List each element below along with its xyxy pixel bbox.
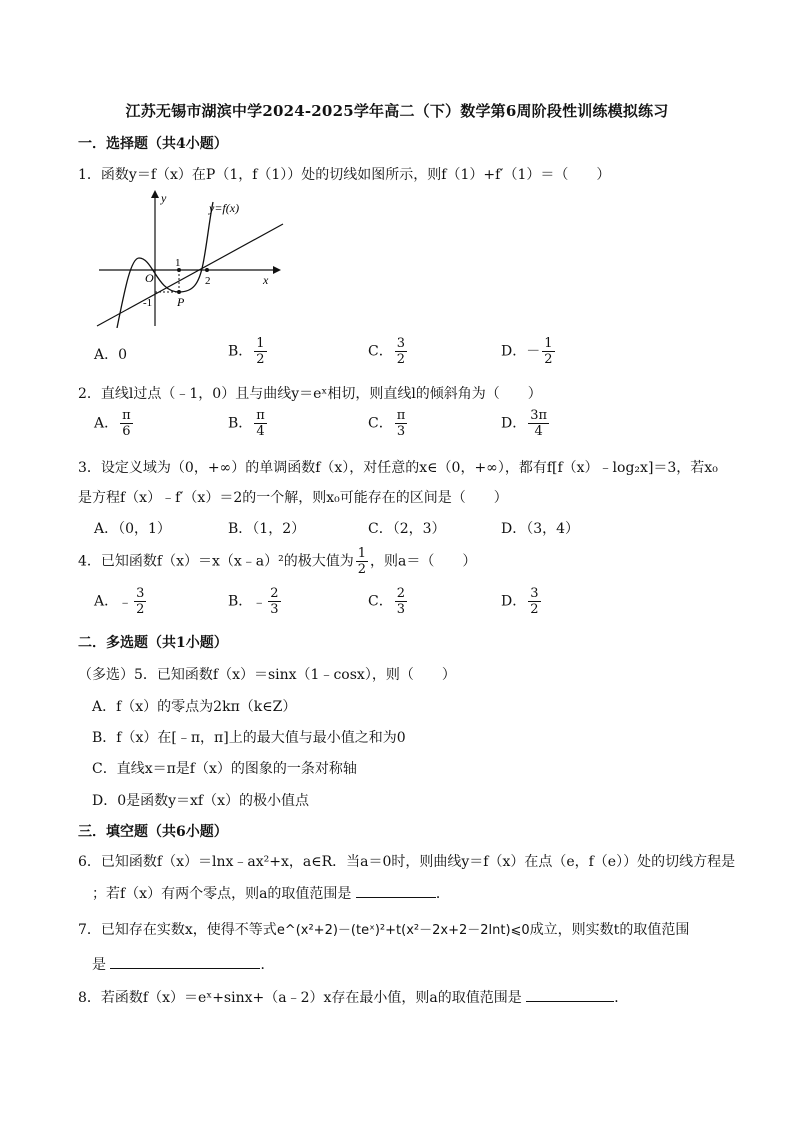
q2-option-d: D． $\frac{3\pi}{4}$ — [501, 408, 548, 439]
tick-label-1: 1 — [175, 257, 181, 269]
section-heading-multi: 二．多选题（共1小题） — [78, 635, 228, 651]
q2-option-a: A． $\frac{\pi}{6}$ — [94, 408, 131, 439]
point-P — [177, 290, 181, 294]
q2-option-c: C． $\frac{\pi}{3}$ — [368, 408, 406, 439]
tick-label-neg1: -1 — [143, 297, 153, 309]
q1-option-a: A．0 — [94, 347, 128, 363]
question-7-line1: 7．已知存在实数x，使得不等式e^(x²+2)－(teˣ)²+t(x²－2x+2－2lnt)⩽0成立，则实数t的取值范围 — [78, 922, 690, 938]
function-curve — [117, 202, 213, 328]
q1-option-d: D．－ $\frac{1}{2}$ — [501, 336, 553, 367]
question-1-text: 1．函数y＝f（x）在P（1，f（1））处的切线如图所示，则f（1）+f′（1）＝（ ） — [78, 167, 611, 183]
q4-option-c: C． $\frac{2}{3}$ — [368, 586, 405, 617]
q8-answer-blank[interactable] — [526, 987, 614, 1002]
q5-option-b: B．f（x）在[﹣π，π]上的最大值与最小值之和为0 — [92, 730, 406, 746]
question-3-line2: 是方程f（x）﹣f′（x）＝2的一个解，则x₀可能存在的区间是（ ） — [78, 490, 508, 506]
q3-option-d: D．（3，4） — [501, 521, 580, 537]
curve-label: y=f(x) — [209, 201, 240, 215]
question-6-line2: ；若f（x）有两个零点，则a的取值范围是 ． — [92, 883, 450, 903]
q1-option-c: C． $\frac{3}{2}$ — [368, 336, 405, 367]
question-4-text: 4．已知函数f（x）＝x（x﹣a）²的极大值为 $\frac{1}{2}$ ，则a＝（ ） — [78, 546, 477, 577]
x-axis-arrow — [273, 266, 281, 274]
page-title: 江苏无锡市湖滨中学2024-2025学年高二（下）数学第6周阶段性训练模拟练习 — [125, 102, 669, 120]
q1-option-b: B． $\frac{1}{2}$ — [228, 336, 265, 367]
question-7-line2: 是 ． — [92, 954, 274, 974]
x-axis-label: x — [263, 273, 269, 287]
q5-option-c: C．直线x＝π是f（x）的图象的一条对称轴 — [92, 761, 357, 777]
question-6-line1: 6．已知函数f（x）＝lnx﹣ax²+x，a∈R．当a＝0时，则曲线y＝f（x）在点（e，f（e））处的切线方程是 — [78, 854, 736, 870]
point-x2 — [205, 268, 209, 272]
q7-inequality: e^(x²+2)－(teˣ)²+t(x²－2x+2－2lnt)⩽0 — [276, 923, 530, 938]
tangent-line — [97, 224, 283, 326]
q5-option-d: D．0是函数y＝xf（x）的极小值点 — [92, 793, 310, 809]
question-8-text: 8．若函数f（x）＝eˣ+sinx+（a﹣2）x存在最小值，则a的取值范围是 ． — [78, 987, 628, 1007]
q3-option-a: A．（0，1） — [94, 521, 171, 537]
q4-option-a: A．﹣ $\frac{3}{2}$ — [94, 586, 145, 617]
q3-option-b: B．（1，2） — [228, 521, 306, 537]
origin-label: O — [145, 271, 154, 285]
section-heading-choice: 一．选择题（共4小题） — [78, 136, 228, 152]
q6-answer-blank[interactable] — [356, 883, 436, 898]
section-heading-fill: 三．填空题（共6小题） — [78, 824, 228, 840]
tick-label-2: 2 — [205, 275, 211, 287]
question-5-text: （多选）5．已知函数f（x）＝sinx（1﹣cosx），则（ ） — [78, 667, 456, 683]
q7-answer-blank[interactable] — [110, 954, 260, 969]
q4-option-d: D． $\frac{3}{2}$ — [501, 586, 539, 617]
question-2-text: 2．直线l过点（﹣1，0）且与曲线y＝eˣ相切，则直线l的倾斜角为（ ） — [78, 386, 542, 402]
y-axis-arrow — [151, 190, 159, 198]
q2-option-b: B． $\frac{\pi}{4}$ — [228, 408, 265, 439]
tangent-line-graph — [95, 188, 285, 328]
question-3-line1: 3．设定义域为（0，+∞）的单调函数f（x），对任意的x∈（0，+∞），都有f[f（x）﹣log₂x]＝3，若x₀ — [78, 460, 718, 476]
q3-option-c: C．（2，3） — [368, 521, 446, 537]
q4-option-b: B．﹣ $\frac{2}{3}$ — [228, 586, 279, 617]
q5-option-a: A．f（x）的零点为2kπ（k∈Z） — [92, 699, 297, 715]
point-P-label: P — [177, 295, 185, 309]
y-axis-label: y — [161, 191, 167, 205]
